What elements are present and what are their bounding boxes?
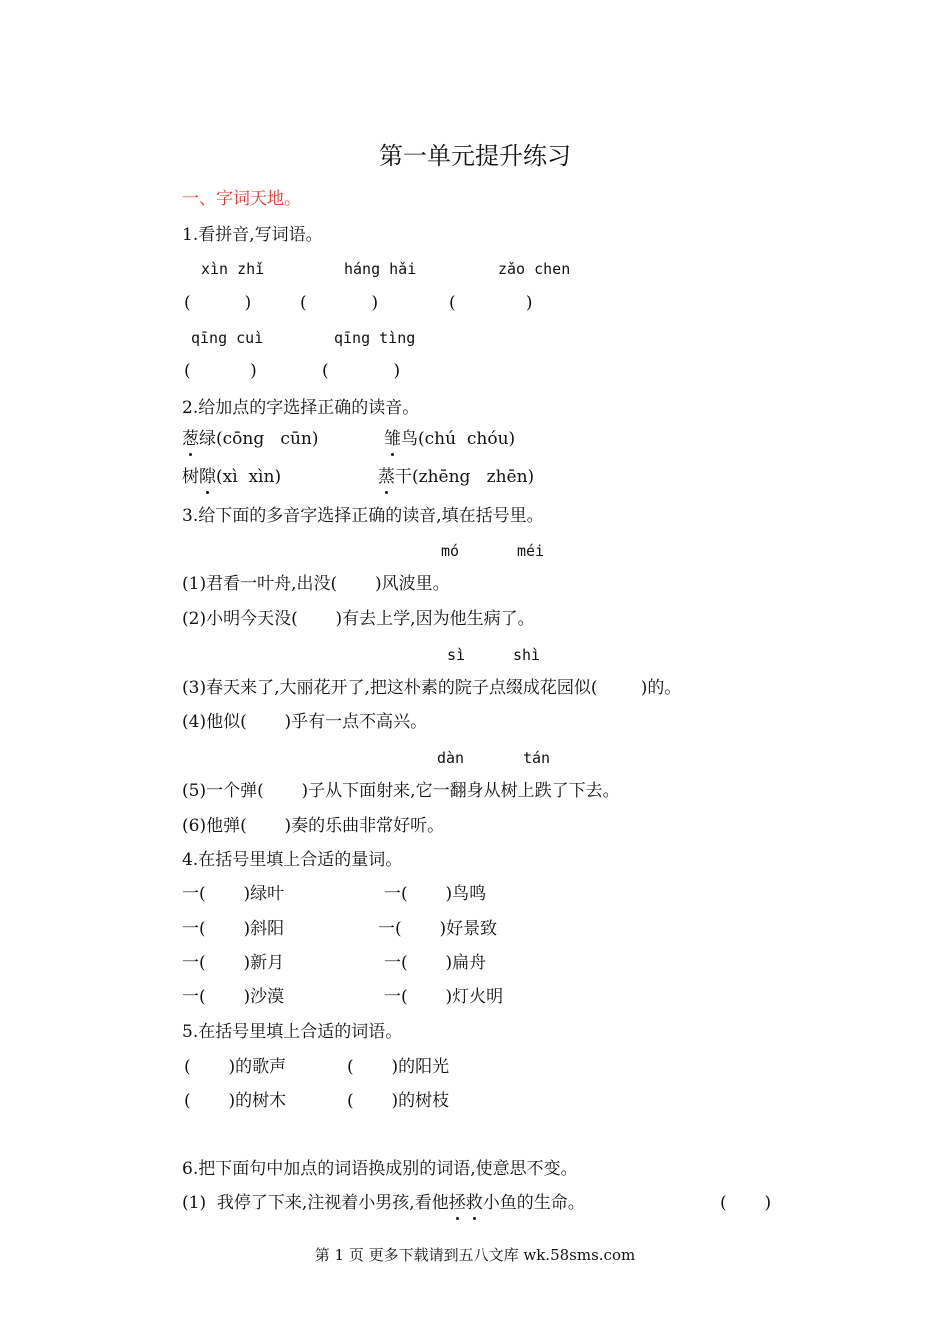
- pronunciation-item: [182, 466, 281, 488]
- pinyin-label: mó: [441, 542, 460, 560]
- pinyin-label: méi: [517, 542, 545, 560]
- pinyin-label: qīng cuì: [191, 329, 264, 347]
- plain-character: 树: [182, 467, 199, 487]
- measure-word-item: 一( )好景致: [378, 919, 498, 939]
- dotted-character: 隙: [199, 467, 216, 487]
- measure-word-item: 一( )扁舟: [384, 953, 487, 973]
- question-6-heading: 6.把下面句中加点的词语换成别的词语,使意思不变。: [182, 1159, 578, 1179]
- measure-word-item: 一( )沙漠: [182, 987, 285, 1007]
- pronunciation-item: [384, 428, 515, 450]
- pinyin-label: shì: [513, 646, 541, 664]
- question-2-heading: 2.给加点的字选择正确的读音。: [182, 398, 420, 418]
- pinyin-label: dàn: [437, 749, 465, 767]
- answer-blank[interactable]: ( ): [449, 293, 533, 313]
- measure-word-item: 一( )鸟鸣: [384, 884, 487, 904]
- sentence-end: 小鱼的生命。: [482, 1193, 585, 1213]
- pronunciation-options: 鸟(chú chóu): [401, 429, 516, 449]
- question-3-heading: 3.给下面的多音字选择正确的读音,填在括号里。: [182, 506, 544, 526]
- measure-word-item: 一( )斜阳: [182, 919, 285, 939]
- pronunciation-item: [182, 428, 318, 450]
- sentence: (6)他弹( )奏的乐曲非常好听。: [182, 816, 445, 836]
- word-fill-item: ( )的树木: [184, 1091, 287, 1111]
- pinyin-label: xìn zhǐ: [201, 260, 265, 278]
- sentence: (5)一个弹( )子从下面射来,它一翻身从树上跌了下去。: [182, 781, 620, 801]
- question-5-heading: 5.在括号里填上合适的词语。: [182, 1022, 403, 1042]
- measure-word-item: 一( )灯火明: [384, 987, 504, 1007]
- question-4-heading: 4.在括号里填上合适的量词。: [182, 850, 403, 870]
- answer-blank[interactable]: ( ): [720, 1193, 772, 1213]
- pronunciation-options: 绿(cōng cūn): [199, 429, 319, 449]
- answer-blank[interactable]: ( ): [184, 361, 257, 381]
- pronunciation-item: [378, 466, 534, 488]
- pinyin-label: zǎo chen: [498, 260, 571, 278]
- sentence: (4)他似( )乎有一点不高兴。: [182, 712, 428, 732]
- pronunciation-options: 干(zhēng zhēn): [395, 467, 535, 487]
- pinyin-label: sì: [447, 646, 466, 664]
- dotted-character: 葱: [182, 429, 199, 449]
- section-heading-words: 一、字词天地。: [182, 189, 301, 209]
- sentence-start: (1) 我停了下来,注视着小男孩,看他: [182, 1193, 449, 1213]
- sentence: [182, 1192, 585, 1214]
- sentence: (3)春天来了,大丽花开了,把这朴素的院子点缀成花园似( )的。: [182, 678, 682, 698]
- dotted-character: 雏: [384, 429, 401, 449]
- page-footer: 第 1 页 更多下载请到五八文库 wk.58sms.com: [314, 1246, 636, 1264]
- page-title: 第一单元提升练习: [379, 142, 571, 170]
- dotted-character: 拯: [448, 1193, 466, 1213]
- dotted-character: 救: [465, 1193, 483, 1213]
- measure-word-item: 一( )绿叶: [182, 884, 285, 904]
- answer-blank[interactable]: ( ): [300, 293, 379, 313]
- word-fill-item: ( )的歌声: [184, 1057, 287, 1077]
- answer-blank[interactable]: ( ): [184, 293, 252, 313]
- answer-blank[interactable]: ( ): [322, 361, 401, 381]
- sentence: (2)小明今天没( )有去上学,因为他生病了。: [182, 609, 535, 629]
- pinyin-label: tán: [523, 749, 551, 767]
- word-fill-item: ( )的阳光: [347, 1057, 450, 1077]
- dotted-character: 蒸: [378, 467, 395, 487]
- pinyin-label: qīng tìng: [334, 329, 416, 347]
- question-1-heading: 1.看拼音,写词语。: [182, 225, 323, 245]
- pinyin-label: háng hǎi: [344, 260, 417, 278]
- pronunciation-options: (xì xìn): [216, 467, 282, 487]
- measure-word-item: 一( )新月: [182, 953, 285, 973]
- sentence: (1)君看一叶舟,出没( )风波里。: [182, 574, 450, 594]
- word-fill-item: ( )的树枝: [347, 1091, 450, 1111]
